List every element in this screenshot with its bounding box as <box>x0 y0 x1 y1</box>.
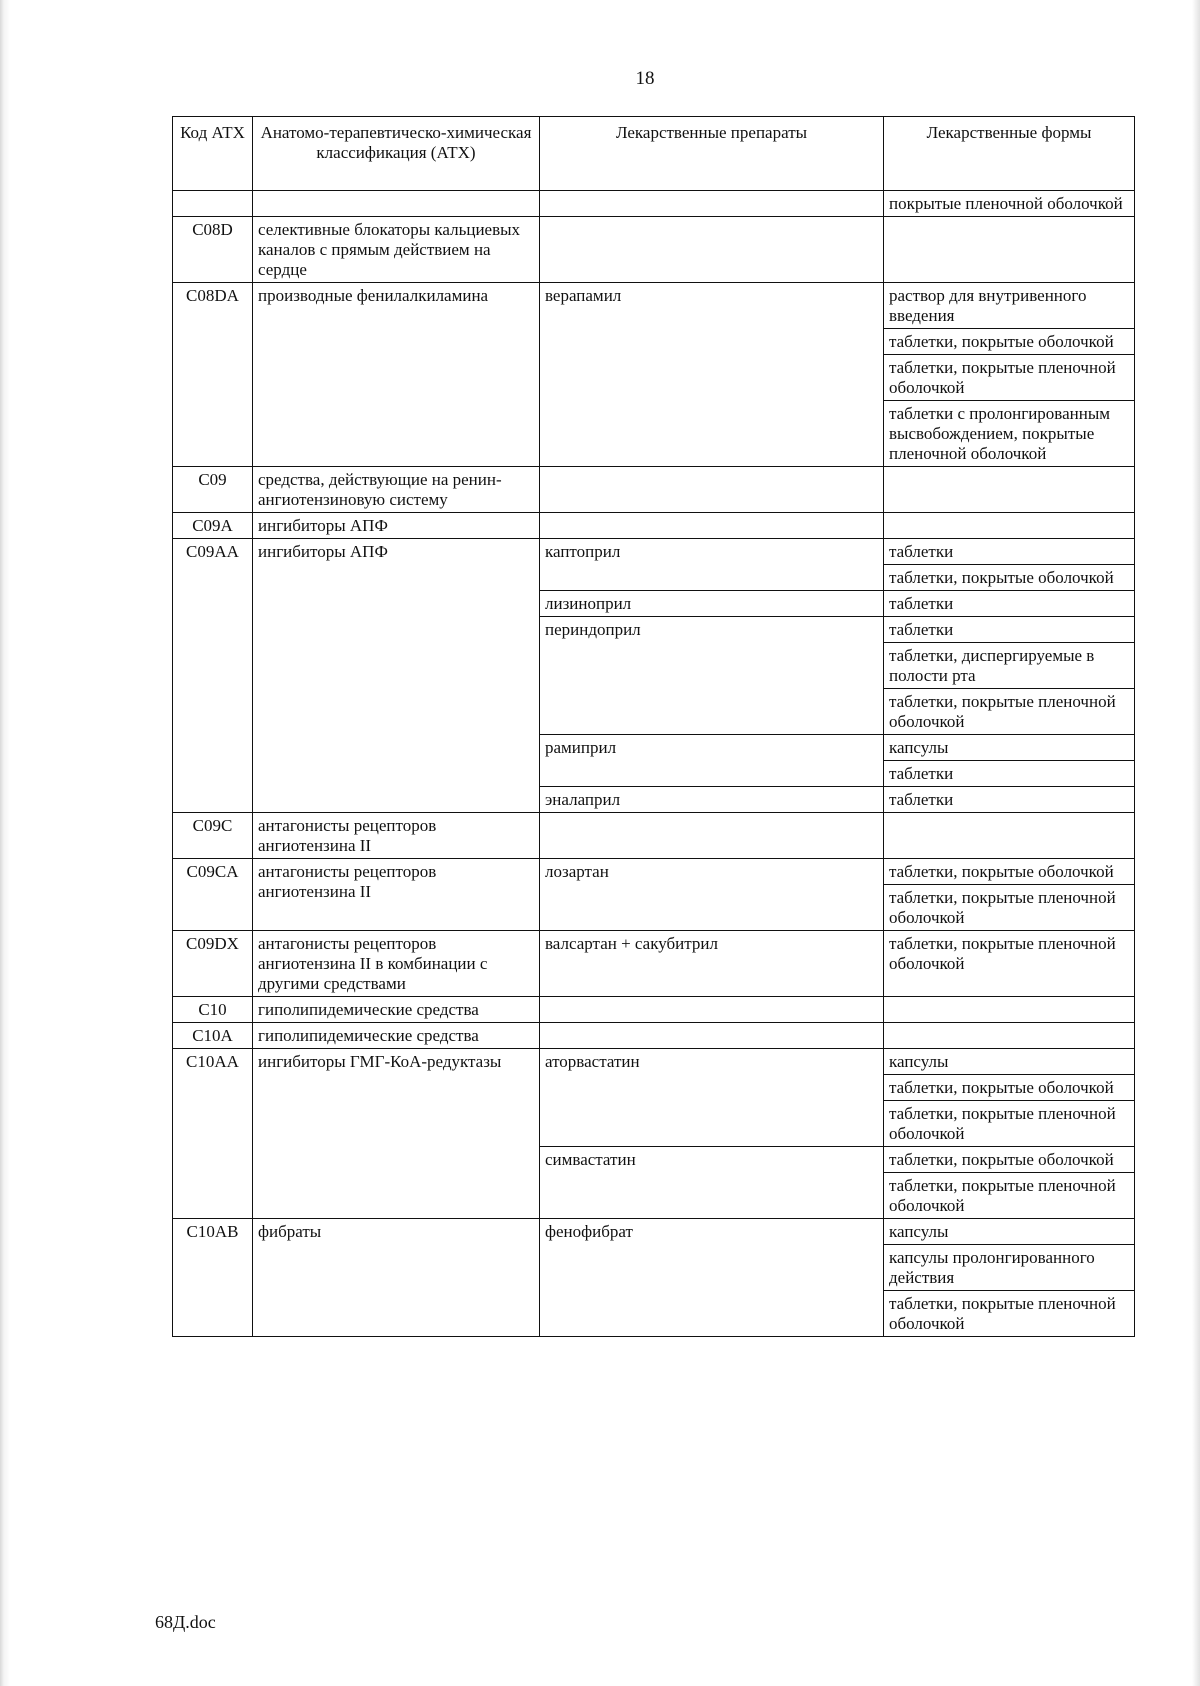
cell-code: C10AA <box>173 1049 253 1219</box>
table-row <box>173 931 1135 997</box>
table-row <box>173 1023 1135 1049</box>
cell-form: таблетки <box>884 617 1135 643</box>
header-classification: Анатомо-терапевтическо-химическая классификация (АТХ) <box>253 117 540 191</box>
cell-form: капсулы пролонгированного действия <box>884 1245 1135 1291</box>
cell-drug <box>540 513 884 539</box>
cell-form: таблетки <box>884 787 1135 813</box>
cell-drug: аторвастатин <box>540 1049 884 1147</box>
cell-class: производные фенилалкиламина <box>253 283 540 467</box>
cell-code: C10A <box>173 1023 253 1049</box>
table-row <box>173 813 1135 859</box>
table-row <box>173 513 1135 539</box>
footer-filename: 68Д.doc <box>155 1612 216 1632</box>
header-drugs: Лекарственные препараты <box>540 117 884 191</box>
cell-form: таблетки, покрытые пленочной оболочкой <box>884 931 1135 997</box>
cell-form: таблетки, покрытые пленочной оболочкой <box>884 1101 1135 1147</box>
cell-form: таблетки с пролонгированным высвобождением, покрытые пленочной оболочкой <box>884 401 1135 467</box>
cell-form: таблетки, диспергируемые в полости рта <box>884 643 1135 689</box>
table-row <box>173 283 1135 329</box>
cell-drug: каптоприл <box>540 539 884 591</box>
cell-drug: верапамил <box>540 283 884 467</box>
cell-class: средства, действующие на ренин-ангиотензиновую систему <box>253 467 540 513</box>
header-forms: Лекарственные формы <box>884 117 1135 191</box>
table-row <box>173 1219 1135 1245</box>
cell-code: C10 <box>173 997 253 1023</box>
cell-drug <box>540 217 884 283</box>
cell-class: ингибиторы ГМГ-КоА-редуктазы <box>253 1049 540 1219</box>
cell-class: антагонисты рецепторов ангиотензина II <box>253 859 540 931</box>
cell-form: капсулы <box>884 1049 1135 1075</box>
cell-drug: лизиноприл <box>540 591 884 617</box>
cell-form: таблетки <box>884 591 1135 617</box>
cell-drug: лозартан <box>540 859 884 931</box>
cell-code: C09 <box>173 467 253 513</box>
table-row <box>173 1049 1135 1075</box>
cell-form: покрытые пленочной оболочкой <box>884 191 1135 217</box>
cell-class: гиполипидемические средства <box>253 997 540 1023</box>
cell-code: C08D <box>173 217 253 283</box>
table-row <box>173 859 1135 885</box>
cell-class: антагонисты рецепторов ангиотензина II <box>253 813 540 859</box>
cell-form: таблетки, покрытые пленочной оболочкой <box>884 689 1135 735</box>
cell-code: C09AA <box>173 539 253 813</box>
cell-code: C08DA <box>173 283 253 467</box>
cell-form: таблетки <box>884 539 1135 565</box>
cell-code: C09DX <box>173 931 253 997</box>
table-row <box>173 217 1135 283</box>
cell-code: C09CA <box>173 859 253 931</box>
cell-class: ингибиторы АПФ <box>253 513 540 539</box>
cell-class: селективные блокаторы кальциевых каналов с прямым действием на сердце <box>253 217 540 283</box>
scan-edge-left <box>0 0 10 1686</box>
cell-drug <box>540 813 884 859</box>
table-header-row <box>173 117 1135 191</box>
scan-edge-right <box>1192 0 1200 1686</box>
cell-drug <box>540 467 884 513</box>
cell-form <box>884 217 1135 283</box>
cell-class <box>253 191 540 217</box>
cell-form: таблетки, покрытые пленочной оболочкой <box>884 355 1135 401</box>
cell-code <box>173 191 253 217</box>
cell-form: таблетки, покрытые пленочной оболочкой <box>884 1291 1135 1337</box>
cell-form: раствор для внутривенного введения <box>884 283 1135 329</box>
cell-form: капсулы <box>884 1219 1135 1245</box>
table-row <box>173 997 1135 1023</box>
cell-drug <box>540 191 884 217</box>
cell-code: C10AB <box>173 1219 253 1337</box>
cell-form: таблетки, покрытые оболочкой <box>884 859 1135 885</box>
cell-form: таблетки, покрытые пленочной оболочкой <box>884 1173 1135 1219</box>
cell-form: таблетки, покрытые оболочкой <box>884 1147 1135 1173</box>
cell-drug: фенофибрат <box>540 1219 884 1337</box>
table-row <box>173 539 1135 565</box>
cell-class: гиполипидемические средства <box>253 1023 540 1049</box>
cell-form <box>884 1023 1135 1049</box>
cell-drug <box>540 1023 884 1049</box>
page-number: 18 <box>635 68 655 89</box>
cell-class: ингибиторы АПФ <box>253 539 540 813</box>
cell-form <box>884 813 1135 859</box>
cell-drug: рамиприл <box>540 735 884 787</box>
cell-form: таблетки, покрытые оболочкой <box>884 1075 1135 1101</box>
cell-code: C09A <box>173 513 253 539</box>
cell-drug: валсартан + сакубитрил <box>540 931 884 997</box>
cell-code: C09C <box>173 813 253 859</box>
cell-class: фибраты <box>253 1219 540 1337</box>
cell-drug: эналаприл <box>540 787 884 813</box>
cell-form: капсулы <box>884 735 1135 761</box>
cell-form <box>884 467 1135 513</box>
table-row <box>173 191 1135 217</box>
cell-class: антагонисты рецепторов ангиотензина II в комбинации с другими средствами <box>253 931 540 997</box>
cell-drug <box>540 997 884 1023</box>
cell-drug: симвастатин <box>540 1147 884 1219</box>
cell-form: таблетки, покрытые оболочкой <box>884 565 1135 591</box>
atc-table <box>172 116 1135 1337</box>
cell-form <box>884 997 1135 1023</box>
cell-form <box>884 513 1135 539</box>
cell-form: таблетки, покрытые пленочной оболочкой <box>884 885 1135 931</box>
header-code: Код АТХ <box>173 117 253 191</box>
cell-form: таблетки <box>884 761 1135 787</box>
cell-form: таблетки, покрытые оболочкой <box>884 329 1135 355</box>
cell-drug: периндоприл <box>540 617 884 735</box>
table-row <box>173 467 1135 513</box>
